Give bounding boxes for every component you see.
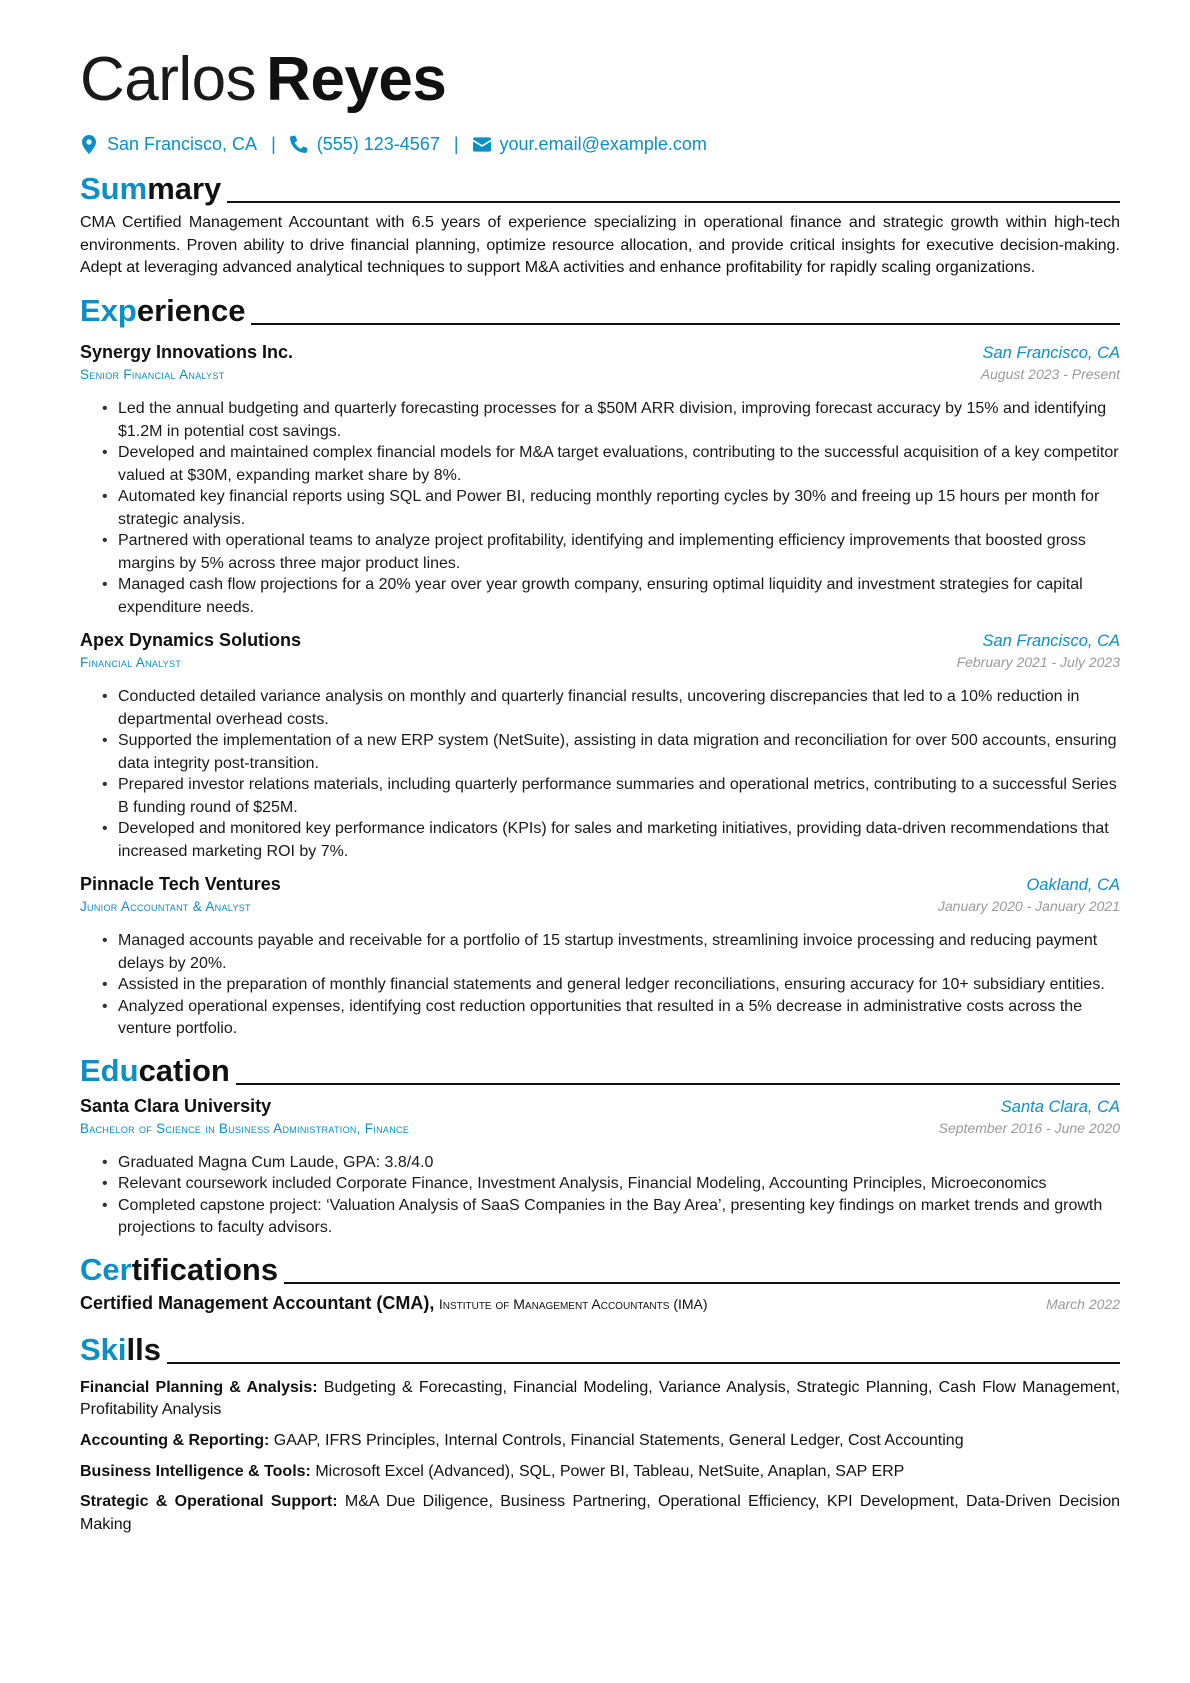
- location-text: San Francisco, CA: [107, 133, 258, 154]
- skills-heading: [80, 1327, 1120, 1369]
- experience-heading: [80, 288, 1120, 330]
- section-title: Summary: [80, 171, 222, 206]
- school-name: Santa Clara University: [80, 1095, 272, 1116]
- email-link: your.email@example.com: [499, 133, 707, 154]
- section-title: Skills: [80, 1331, 161, 1367]
- degree: Bachelor of Science in Business Administration, Finance: [80, 1120, 410, 1136]
- bullet-item: • Analyzed operational expenses, identifying cost reduction opportunities that resulted in a 5% decrease in administrative costs across the venture portfolio.: [102, 996, 1120, 1041]
- bullet-item: • Supported the implementation of a new ERP system (NetSuite), assisting in data migration and reconciliation for over 500 accounts, ensuring data integrity post-transition.: [102, 730, 1120, 775]
- summary-text: CMA Certified Management Accountant with 6.5 years of experience specializing in operational finance and strategic growth within high-tech environments. Proven ability to drive financial planning, optimize resource allocation, and provide critical insights for executive decision-making. Adept at leveraging advanced analytical techniques to support M&A activities and enhance profitability for rapidly scaling organizations.: [80, 214, 1120, 277]
- section-title: Experience: [80, 293, 246, 329]
- skill-values: M&A Due Diligence, Business Partnering, Operational Efficiency, KPI Development, Data-Driven Decision Making: [80, 1493, 1120, 1534]
- job-dates: August 2023 - Present: [980, 366, 1120, 383]
- bullet-item: • Relevant coursework included Corporate Finance, Investment Analysis, Financial Modeling, Accounting Principles, Microeconomics: [102, 1173, 1120, 1196]
- skill-row: [80, 1430, 1120, 1453]
- bullet-item: • Completed capstone project: ‘Valuation Analysis of SaaS Companies in the Bay Area’, presenting key findings on market trends and growth projections to faculty advisors.: [102, 1195, 1120, 1240]
- education-entry: [80, 1096, 1120, 1240]
- summary-heading: [80, 166, 1120, 208]
- job-location: Oakland, CA: [1026, 876, 1120, 895]
- company-name: Apex Dynamics Solutions: [80, 630, 302, 651]
- certification-issuer: Institute of Management Accountants (IMA): [438, 1295, 708, 1312]
- contact-location: [80, 134, 257, 155]
- job-title: Senior Financial Analyst: [80, 367, 225, 383]
- bullet-item: • Developed and monitored key performance indicators (KPIs) for sales and marketing initiatives, providing data-driven recommendations that increased marketing ROI by 7%.: [102, 818, 1120, 863]
- skill-values: Budgeting & Forecasting, Financial Modeling, Variance Analysis, Strategic Planning, Cash Flow Management, Profitability Analysis: [80, 1378, 1121, 1419]
- section-rule: [236, 1083, 1120, 1085]
- bullet-list: [80, 1152, 1120, 1240]
- certification-entry: [80, 1293, 1120, 1319]
- map-pin-icon: [80, 134, 98, 154]
- experience-entry: [80, 874, 1120, 1041]
- job-title: Financial Analyst: [80, 655, 182, 671]
- contact-email[interactable]: [473, 134, 707, 155]
- skill-label: Financial Planning & Analysis:: [80, 1378, 318, 1396]
- last-name: Reyes: [266, 45, 447, 114]
- contact-line: [80, 130, 1120, 158]
- bullet-item: • Partnered with operational teams to analyze project profitability, identifying and implementing efficiency improvements that boosted gross margins by 5% across three major product lines.: [102, 530, 1120, 575]
- bullet-item: • Prepared investor relations materials, including quarterly performance summaries and operational metrics, contributing to a successful Series B funding round of $25M.: [102, 774, 1120, 819]
- job-location: San Francisco, CA: [982, 632, 1120, 651]
- section-rule: [251, 323, 1120, 325]
- certification-text: [80, 1293, 708, 1314]
- company-name: Synergy Innovations Inc.: [80, 342, 294, 363]
- skill-row: [80, 1377, 1120, 1422]
- section-rule: [284, 1282, 1120, 1284]
- job-dates: February 2021 - July 2023: [956, 654, 1120, 671]
- bullet-item: • Graduated Magna Cum Laude, GPA: 3.8/4.0: [102, 1152, 1120, 1175]
- skill-label: Business Intelligence & Tools:: [80, 1462, 311, 1480]
- job-title: Junior Accountant & Analyst: [80, 899, 251, 915]
- education-dates: September 2016 - June 2020: [938, 1119, 1120, 1136]
- school-location: Santa Clara, CA: [1000, 1097, 1120, 1116]
- skill-label: Accounting & Reporting:: [80, 1432, 270, 1450]
- bullet-item: • Assisted in the preparation of monthly financial statements and general ledger reconciliations, ensuring accuracy for 10+ subsidiary entities.: [102, 974, 1120, 997]
- certification-name: Certified Management Accountant (CMA): [80, 1292, 430, 1313]
- first-name: Carlos: [80, 45, 257, 114]
- company-name: Pinnacle Tech Ventures: [80, 874, 281, 895]
- certifications-heading: [80, 1247, 1120, 1289]
- bullet-item: • Automated key financial reports using SQL and Power BI, reducing monthly reporting cycles by 30% and freeing up 15 hours per month for strategic analysis.: [102, 486, 1120, 531]
- section-rule: [227, 201, 1120, 203]
- bullet-item: • Developed and maintained complex financial models for M&A target evaluations, contributing to the successful acquisition of a key competitor valued at $30M, expanding market share by 8%.: [102, 442, 1120, 487]
- skill-values: GAAP, IFRS Principles, Internal Controls, Financial Statements, General Ledger, Cost Accounting: [273, 1432, 964, 1450]
- resume-page: [80, 40, 1120, 1537]
- skill-label: Strategic & Operational Support:: [80, 1493, 338, 1511]
- section-title: Certifications: [80, 1251, 279, 1287]
- certification-separator: ,: [429, 1292, 435, 1313]
- bullet-list: [80, 398, 1120, 619]
- skill-values: Microsoft Excel (Advanced), SQL, Power BI, Tableau, NetSuite, Anaplan, SAP ERP: [315, 1462, 905, 1480]
- contact-phone[interactable]: [290, 134, 440, 155]
- job-dates: January 2020 - January 2021: [937, 898, 1120, 915]
- bullet-item: • Managed cash flow projections for a 20% year over year growth company, ensuring optimal liquidity and investment strategies for capital expenditure needs.: [102, 574, 1120, 619]
- experience-entry: [80, 342, 1120, 619]
- bullet-list: [80, 930, 1120, 1041]
- bullet-item: • Managed accounts payable and receivable for a portfolio of 15 startup investments, streamlining invoice processing and reducing payment delays by 20%.: [102, 930, 1120, 975]
- phone-icon: [290, 134, 308, 154]
- section-rule: [167, 1362, 1120, 1364]
- contact-separator: |: [271, 133, 276, 154]
- skill-row: [80, 1461, 1120, 1484]
- candidate-name: [80, 40, 1120, 120]
- phone-text: (555) 123-4567: [316, 133, 440, 154]
- contact-separator: |: [453, 133, 459, 154]
- job-location: San Francisco, CA: [982, 344, 1120, 363]
- skill-row: [80, 1491, 1120, 1536]
- education-heading: [80, 1048, 1120, 1090]
- certification-date: March 2022: [1046, 1295, 1120, 1312]
- bullet-item: • Led the annual budgeting and quarterly forecasting processes for a $50M ARR division, improving forecast accuracy by 15% and identifying $1.2M in potential cost savings.: [102, 398, 1120, 443]
- bullet-item: • Conducted detailed variance analysis on monthly and quarterly financial results, uncovering discrepancies that led to a 10% reduction in departmental overhead costs.: [102, 686, 1120, 731]
- bullet-list: [80, 686, 1120, 863]
- experience-entry: [80, 630, 1120, 863]
- envelope-icon: [473, 134, 491, 154]
- section-title: Education: [80, 1052, 230, 1088]
